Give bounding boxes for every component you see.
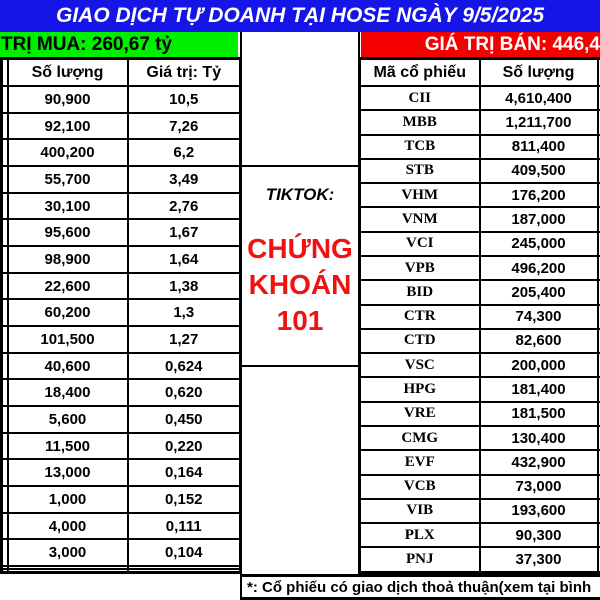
table-row <box>360 450 600 474</box>
table-row <box>360 353 600 377</box>
quantity-cell: 4,000 <box>8 513 128 540</box>
quantity-cell: 40,600 <box>8 353 128 380</box>
quantity-cell: 74,300 <box>480 305 598 329</box>
quantity-cell: 101,500 <box>8 326 128 353</box>
table-row <box>2 246 241 273</box>
sell-total-banner: GIÁ TRỊ BÁN: 446,4 <box>361 32 600 57</box>
quantity-cell: 22,600 <box>8 273 128 300</box>
buy-table <box>0 57 242 574</box>
table-row <box>2 353 241 380</box>
quantity-cell: 98,900 <box>8 246 128 273</box>
stock-code-cell: PNJ <box>360 547 480 572</box>
value-cell: 1,64 <box>128 246 241 273</box>
table-row <box>360 547 600 572</box>
quantity-cell: 409,500 <box>480 159 598 183</box>
quantity-cell: 30,100 <box>8 193 128 220</box>
footnote: *: Cổ phiếu có giao dịch thoả thuận(xem tại bình <box>240 574 600 600</box>
quantity-cell: 3,000 <box>8 539 128 566</box>
stock-code-cell: VCI <box>360 232 480 256</box>
buy-header-row <box>2 59 241 87</box>
value-cell: 1,3 <box>128 299 241 326</box>
stock-code-cell: VPB <box>360 256 480 280</box>
table-row <box>2 326 241 353</box>
value-cell: 1,67 <box>128 219 241 246</box>
channel-line-3: 101 <box>276 305 324 336</box>
quantity-cell: 205,400 <box>480 280 598 304</box>
quantity-cell: 130,400 <box>480 426 598 450</box>
quantity-cell: 1,211,700 <box>480 110 598 134</box>
table-row <box>2 219 241 246</box>
column-header: Mã cổ phiếu <box>360 59 480 87</box>
center-panel <box>240 32 360 574</box>
quantity-cell: 82,600 <box>480 329 598 353</box>
value-cell: 10,5 <box>128 86 241 113</box>
page-title: GIAO DỊCH TỰ DOANH TẠI HOSE NGÀY 9/5/2025 <box>0 0 600 32</box>
quantity-cell: 4,610,400 <box>480 86 598 110</box>
center-empty-cell <box>242 32 358 165</box>
stock-code-cell: BID <box>360 280 480 304</box>
quantity-cell: 90,300 <box>480 523 598 547</box>
stock-code-cell: CTR <box>360 305 480 329</box>
value-cell: 0,111 <box>128 513 241 540</box>
quantity-cell: 13,000 <box>8 459 128 486</box>
sell-header-row <box>360 59 600 87</box>
value-cell: 7,26 <box>128 113 241 140</box>
table-row <box>2 406 241 433</box>
quantity-cell: 11,500 <box>8 433 128 460</box>
quantity-cell: 193,600 <box>480 499 598 523</box>
table-row <box>360 426 600 450</box>
table-row <box>360 135 600 159</box>
table-row <box>2 113 241 140</box>
quantity-cell: 18,400 <box>8 379 128 406</box>
stock-code-cell: CTD <box>360 329 480 353</box>
table-row <box>360 499 600 523</box>
stock-code-cell: STB <box>360 159 480 183</box>
table-row <box>360 523 600 547</box>
value-cell: 1,38 <box>128 273 241 300</box>
table-row <box>2 569 241 573</box>
quantity-cell: 176,200 <box>480 183 598 207</box>
buy-total-banner: TRỊ MUA: 260,67 tỷ <box>0 32 238 57</box>
channel-name <box>242 231 358 339</box>
table-row <box>360 232 600 256</box>
table-row <box>2 486 241 513</box>
table-row <box>2 193 241 220</box>
table-row <box>360 207 600 231</box>
stock-code-cell: VCB <box>360 475 480 499</box>
table-row <box>2 433 241 460</box>
value-cell: 0,624 <box>128 353 241 380</box>
table-row <box>2 166 241 193</box>
column-header: Số lượng <box>480 59 598 87</box>
table-row <box>360 329 600 353</box>
quantity-cell: 181,500 <box>480 402 598 426</box>
quantity-cell: 55,700 <box>8 166 128 193</box>
table-row <box>2 513 241 540</box>
quantity-cell: 95,600 <box>8 219 128 246</box>
quantity-cell: 400,200 <box>8 139 128 166</box>
value-cell: 0,152 <box>128 486 241 513</box>
quantity-cell: 92,100 <box>8 113 128 140</box>
table-row <box>360 280 600 304</box>
channel-line-2: KHOÁN <box>248 269 352 300</box>
tiktok-promo-box <box>242 165 358 367</box>
stock-code-cell: EVF <box>360 450 480 474</box>
stock-code-cell: CMG <box>360 426 480 450</box>
stock-code-cell: MBB <box>360 110 480 134</box>
quantity-cell <box>8 569 128 573</box>
value-cell: 0,620 <box>128 379 241 406</box>
value-cell: 0,164 <box>128 459 241 486</box>
table-row <box>360 256 600 280</box>
table-row <box>360 377 600 401</box>
quantity-cell: 90,900 <box>8 86 128 113</box>
table-row <box>2 379 241 406</box>
value-cell: 1,27 <box>128 326 241 353</box>
table-row <box>360 475 600 499</box>
value-cell: 6,2 <box>128 139 241 166</box>
value-cell: 0,220 <box>128 433 241 460</box>
table-row <box>360 183 600 207</box>
table-row <box>360 159 600 183</box>
value-cell: 0,104 <box>128 539 241 566</box>
quantity-cell: 37,300 <box>480 547 598 572</box>
stock-code-cell: VNM <box>360 207 480 231</box>
quantity-cell: 1,000 <box>8 486 128 513</box>
quantity-cell: 60,200 <box>8 299 128 326</box>
stock-code-cell: VRE <box>360 402 480 426</box>
stock-code-cell: PLX <box>360 523 480 547</box>
table-row <box>2 299 241 326</box>
stock-code-cell: TCB <box>360 135 480 159</box>
sell-table <box>358 57 600 574</box>
table-row <box>2 139 241 166</box>
quantity-cell: 73,000 <box>480 475 598 499</box>
table-row <box>2 273 241 300</box>
table-row <box>360 86 600 110</box>
quantity-cell: 181,400 <box>480 377 598 401</box>
stock-code-cell: VSC <box>360 353 480 377</box>
channel-line-1: CHỨNG <box>247 233 353 264</box>
value-cell: 3,49 <box>128 166 241 193</box>
stock-code-cell: VHM <box>360 183 480 207</box>
tiktok-label: TIKTOK: <box>265 185 335 204</box>
table-row <box>360 402 600 426</box>
stock-code-cell: CII <box>360 86 480 110</box>
column-header: Giá trị: Tỷ <box>128 59 241 87</box>
stock-code-cell: HPG <box>360 377 480 401</box>
quantity-cell: 245,000 <box>480 232 598 256</box>
column-header: Số lượng <box>8 59 128 87</box>
quantity-cell: 5,600 <box>8 406 128 433</box>
stock-code-cell: VIB <box>360 499 480 523</box>
table-row <box>2 86 241 113</box>
table-row <box>360 110 600 134</box>
value-cell: 0,450 <box>128 406 241 433</box>
quantity-cell: 187,000 <box>480 207 598 231</box>
value-cell: 2,76 <box>128 193 241 220</box>
value-cell <box>128 569 241 573</box>
table-row <box>2 539 241 566</box>
quantity-cell: 811,400 <box>480 135 598 159</box>
table-row <box>2 459 241 486</box>
quantity-cell: 432,900 <box>480 450 598 474</box>
quantity-cell: 496,200 <box>480 256 598 280</box>
table-row <box>360 305 600 329</box>
quantity-cell: 200,000 <box>480 353 598 377</box>
